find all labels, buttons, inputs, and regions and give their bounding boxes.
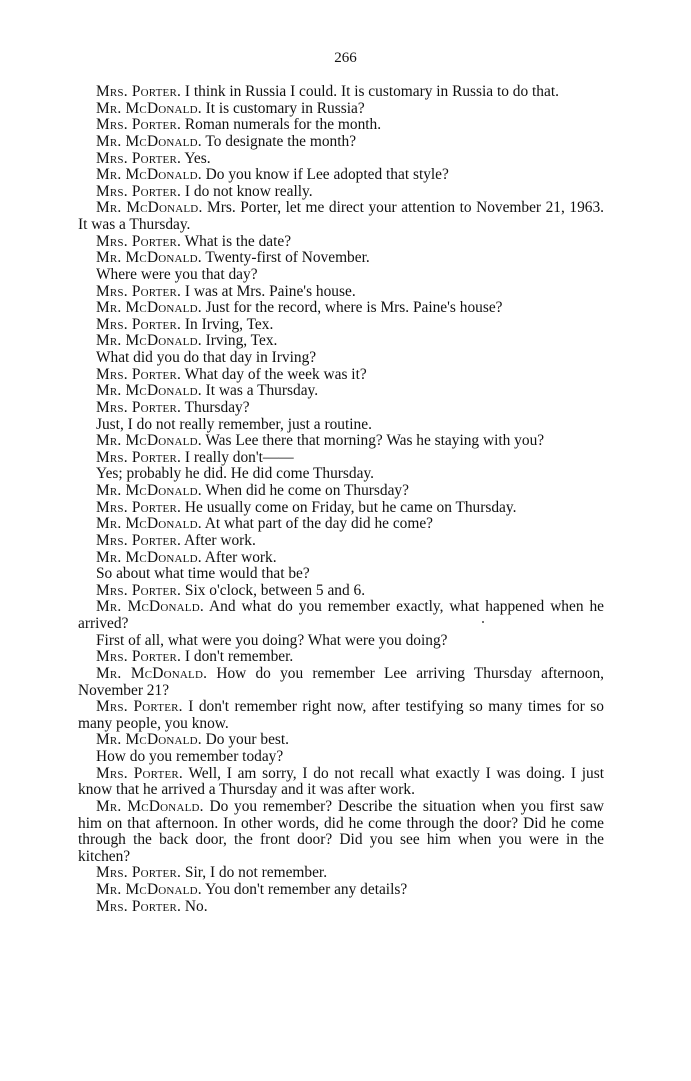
transcript-paragraph: [78, 400, 604, 417]
transcript-paragraph: [78, 134, 604, 151]
transcript-paragraph: [78, 101, 604, 118]
speaker-label: Mr. McDonald.: [96, 432, 202, 450]
transcript-paragraph: [78, 234, 604, 251]
speech-text: To designate the month?: [205, 132, 357, 150]
speech-text: Where were you that day?: [96, 265, 258, 283]
speech-text: How do you remember today?: [96, 748, 284, 765]
speech-text: It was a Thursday.: [205, 382, 319, 400]
speaker-label: Mr. McDonald.: [96, 482, 202, 499]
speech-text: And what do you remember exactly, what happened when he arrived?: [78, 598, 605, 632]
speaker-label: Mr. McDonald.: [96, 132, 202, 150]
speech-text: Thursday?: [184, 398, 250, 416]
speech-text: So about what time would that be?: [96, 565, 310, 583]
speech-text: Twenty-first of November.: [205, 249, 370, 267]
transcript-paragraph: [78, 151, 604, 168]
transcript-paragraph: [78, 749, 604, 766]
speaker-label: Mr. McDonald.: [96, 548, 202, 566]
transcript-paragraph: [78, 367, 604, 384]
speech-text: Do you remember? Describe the situation when you first saw him on that afternoon. In other words, did he come through the door? Did he come through the back door, the front door? Did you see him when you were in the kitchen?: [78, 797, 604, 865]
speech-text: After work.: [204, 548, 277, 566]
transcript-paragraph: [78, 533, 604, 550]
speaker-label: Mrs. Porter.: [96, 83, 182, 100]
transcript-paragraph: [78, 84, 604, 101]
transcript-paragraph: [78, 599, 604, 632]
speech-text: In Irving, Tex.: [184, 315, 274, 333]
transcript-paragraph: [78, 200, 604, 233]
speaker-label: Mrs. Porter.: [96, 398, 182, 416]
transcript-paragraph: [78, 417, 604, 434]
speech-text: Mrs. Porter, let me direct your attention to November 21, 1963. It was a Thursday.: [78, 199, 604, 233]
speech-text: When did he come on Thursday?: [205, 482, 409, 499]
speech-text: First of all, what were you doing? What were you doing?: [96, 631, 448, 649]
speaker-label: Mr. McDonald.: [96, 598, 204, 616]
speaker-label: Mr. McDonald.: [96, 199, 203, 217]
speech-text: I don't remember.: [184, 648, 294, 666]
transcript-paragraph: [78, 284, 604, 301]
speaker-label: Mrs. Porter.: [96, 698, 183, 716]
speech-text: I do not know really.: [184, 182, 313, 200]
transcript-paragraph: [78, 450, 604, 467]
speech-text: After work.: [184, 531, 256, 549]
speech-text: Well, I am sorry, I do not recall what exactly I was doing. I just know that he arrived a Thursday and it was after work.: [78, 764, 604, 799]
speaker-label: Mrs. Porter.: [96, 581, 182, 599]
speech-text: He usually come on Friday, but he came on Thursday.: [184, 498, 517, 516]
transcript-paragraph: [78, 666, 604, 699]
speaker-label: Mr. McDonald.: [96, 332, 202, 350]
speech-text: Roman numerals for the month.: [184, 116, 382, 134]
speech-text: I think in Russia I could. It is customary in Russia to do that.: [184, 83, 559, 100]
transcript-paragraph: [78, 882, 604, 899]
speech-text: Do your best.: [205, 731, 290, 749]
speaker-label: Mrs. Porter.: [96, 531, 182, 549]
speech-text: What did you do that day in Irving?: [96, 349, 317, 366]
transcript-paragraph: [78, 899, 604, 916]
speech-text: Six o'clock, between 5 and 6.: [184, 581, 366, 599]
speaker-label: Mrs. Porter.: [96, 764, 183, 782]
speech-text: How do you remember Lee arriving Thursday afternoon, November 21?: [78, 664, 604, 699]
transcript-paragraph: [78, 333, 604, 350]
speaker-label: Mrs. Porter.: [96, 149, 182, 167]
speaker-label: Mrs. Porter.: [96, 282, 182, 300]
speaker-label: Mr. McDonald.: [96, 166, 202, 184]
speech-text: At what part of the day did he come?: [204, 515, 434, 533]
speech-text: I don't remember right now, after testifying so many times for so many people, you know.: [78, 698, 604, 732]
transcript-paragraph: [78, 184, 604, 201]
speech-text: Just for the record, where is Mrs. Paine's house?: [205, 299, 503, 317]
page-number: 266: [334, 50, 357, 66]
speaker-label: Mr. McDonald.: [96, 797, 204, 815]
speech-text: I was at Mrs. Paine's house.: [184, 282, 356, 300]
speaker-label: Mr. McDonald.: [96, 249, 202, 267]
speaker-label: Mr. McDonald.: [96, 664, 208, 682]
transcript-paragraph: [78, 117, 604, 134]
speaker-label: Mrs. Porter.: [96, 182, 182, 200]
transcript-paragraph: [78, 167, 604, 184]
transcript-paragraph: [78, 633, 604, 650]
transcript-paragraph: [78, 300, 604, 317]
transcript-paragraph: [78, 550, 604, 567]
transcript-paragraph: [78, 799, 604, 866]
speaker-label: Mr. McDonald.: [96, 515, 202, 533]
transcript-paragraph: [78, 732, 604, 749]
speech-text: Just, I do not really remember, just a routine.: [96, 415, 372, 433]
transcript-paragraph: [78, 500, 604, 517]
transcript-paragraph: [78, 566, 604, 583]
speaker-label: Mrs. Porter.: [96, 448, 182, 466]
speech-text: What is the date?: [184, 232, 292, 250]
speaker-label: Mrs. Porter.: [96, 897, 182, 915]
speaker-label: Mr. McDonald.: [96, 731, 202, 749]
speech-text: Sir, I do not remember.: [184, 864, 328, 882]
speaker-label: Mrs. Porter.: [96, 116, 182, 134]
speaker-label: Mr. McDonald.: [96, 382, 202, 400]
speech-text: No.: [184, 897, 208, 915]
speech-text: What day of the week was it?: [184, 365, 367, 383]
speaker-label: Mrs. Porter.: [96, 498, 182, 516]
transcript-paragraph: [78, 865, 604, 882]
speaker-label: Mr. McDonald.: [96, 99, 202, 117]
transcript-paragraph: [78, 583, 604, 600]
transcript-paragraph: [78, 383, 604, 400]
transcript-paragraph: [78, 483, 604, 500]
speech-text: Yes.: [184, 149, 211, 167]
transcript-paragraph: [78, 699, 604, 732]
speech-text: I really don't——: [184, 448, 294, 466]
speech-text: Was Lee there that morning? Was he staying with you?: [205, 432, 545, 450]
speech-text: Do you know if Lee adopted that style?: [205, 166, 449, 184]
speech-text: You don't remember any details?: [205, 881, 408, 898]
speaker-label: Mr. McDonald.: [96, 881, 202, 898]
transcript-paragraph: [78, 766, 604, 799]
transcript-body: [78, 84, 604, 915]
speech-text: Yes; probably he did. He did come Thursday.: [96, 465, 374, 483]
transcript-paragraph: [78, 250, 604, 267]
transcript-paragraph: [78, 350, 604, 367]
speaker-label: Mrs. Porter.: [96, 365, 182, 383]
transcript-paragraph: [78, 267, 604, 284]
speaker-label: Mrs. Porter.: [96, 232, 182, 250]
transcript-paragraph: [78, 433, 604, 450]
transcript-paragraph: [78, 649, 604, 666]
transcript-paragraph: [78, 317, 604, 334]
speech-text: Irving, Tex.: [205, 332, 278, 350]
transcript-paragraph: [78, 466, 604, 483]
speaker-label: Mrs. Porter.: [96, 315, 182, 333]
transcript-paragraph: [78, 516, 604, 533]
speech-text: It is customary in Russia?: [205, 99, 365, 117]
speaker-label: Mrs. Porter.: [96, 864, 182, 882]
speaker-label: Mr. McDonald.: [96, 299, 202, 317]
speaker-label: Mrs. Porter.: [96, 648, 182, 666]
